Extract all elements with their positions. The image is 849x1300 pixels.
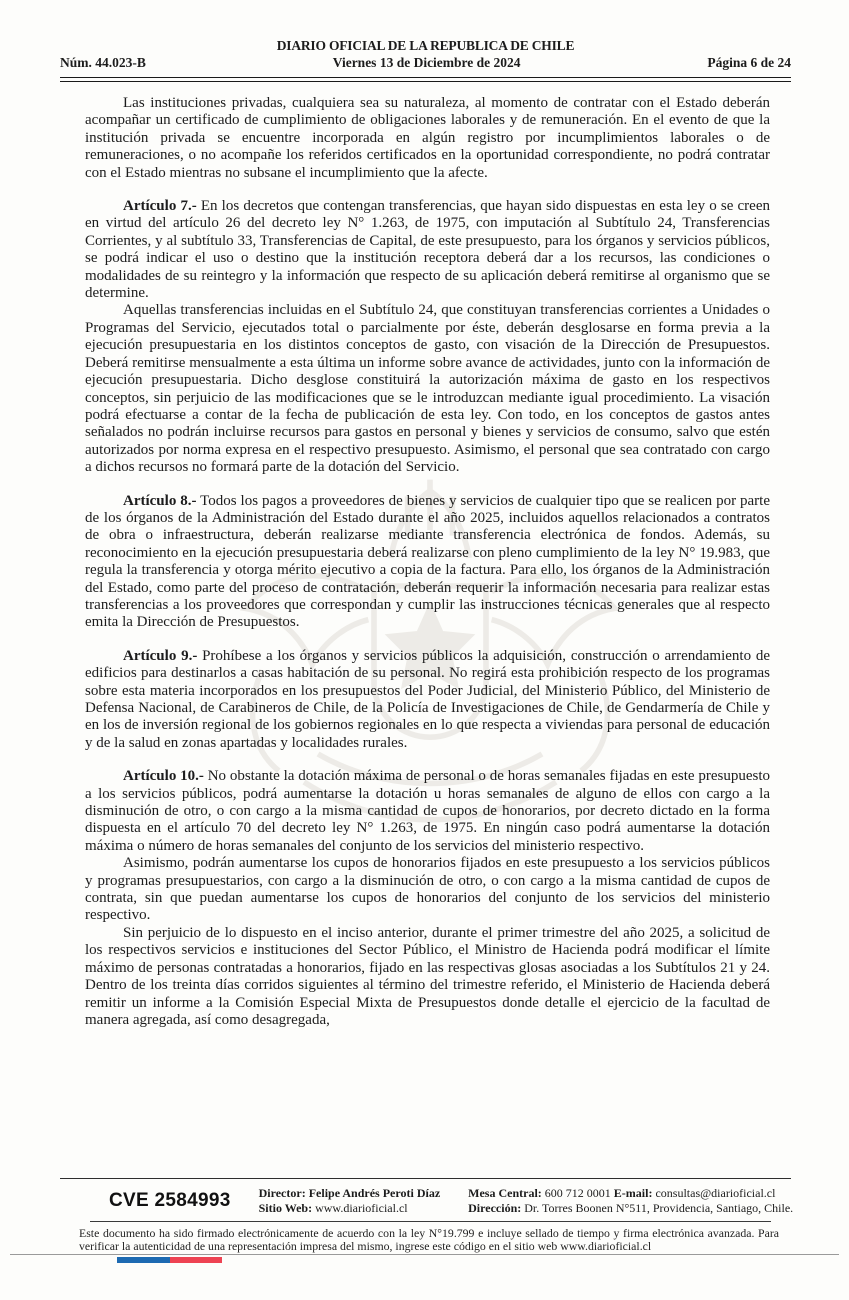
flag-red-segment	[170, 1257, 222, 1263]
article-7-lead: Artículo 7.-	[123, 198, 197, 215]
direccion-label: Dirección:	[468, 1200, 522, 1215]
contact-cell	[454, 1185, 807, 1216]
footer-bottom-rule	[10, 1254, 839, 1255]
article-10-inciso-2	[85, 855, 770, 925]
sitio-web-value: www.diarioficial.cl	[315, 1200, 408, 1215]
article-8-lead: Artículo 8.-	[123, 492, 197, 509]
paragraph-text: Todos los pagos a proveedores de bienes y servicios de cualquier tipo que se realicen por parte de los órganos de la Administración del Estado durante el año 2025, incluidos aquellos relacionados a contratos de obra o infraestructura, deberán realizarse mediante transferencia electrónica de fondos. Además, su reconocimiento en la ejecución presupuestaria deberá realizarse con pleno cumplimiento de la ley N° 19.983, que regula la transferencia y otorga mérito ejecutivo a copia de la factura. Para ello, los órganos de la Administración del Estado, como parte del proceso de contratación, deberán requerir la información necesaria para realizar estas transferencias a los proveedores que correspondan y cumplir las instrucciones técnicas generales que al respecto emita la Dirección de Presupuestos.	[85, 492, 770, 631]
article-9	[85, 648, 770, 752]
mesa-central-value: 600 712 0001	[544, 1186, 611, 1200]
footer-top-rule	[60, 1178, 791, 1179]
chile-flag-bar	[117, 1257, 222, 1263]
article-8	[85, 493, 770, 632]
mesa-central-label: Mesa Central:	[468, 1186, 542, 1200]
paragraph-continuation	[85, 95, 770, 182]
paragraph-text: Sin perjuicio de lo dispuesto en el inciso anterior, durante el primer trimestre del año 2025, a solicitud de los respectivos servicios e instituciones del Sector Público, el Ministro de Hacienda podrá modificar el límite máximo de personas contratadas a honorarios, fijado en las respectivas glosas asociadas a los Subtítulos 21 y 24. Dentro de los treinta días corridos siguientes al término del trimestre referido, el Ministerio de Hacienda deberá remitir un informe a la Comisión Especial Mixta de Presupuestos donde detalle el ejercicio de la facultad de manera agregada, así como desagregada,	[85, 924, 770, 1028]
email-label: E-mail:	[613, 1186, 653, 1200]
sitio-web-label: Sitio Web:	[258, 1200, 313, 1215]
publication-title: DIARIO OFICIAL DE LA REPUBLICA DE CHILE	[276, 38, 575, 53]
article-7	[85, 198, 770, 302]
email-value: consultas@diarioficial.cl	[655, 1186, 776, 1200]
article-10-inciso-3	[85, 925, 770, 1029]
header-row	[60, 55, 791, 71]
paragraph-text: Las instituciones privadas, cualquiera sea su naturaleza, al momento de contratar con el Estado deberán acompañar un certificado de cumplimiento de obligaciones laborales y de remuneración. En el evento de que la institución privada se encuentre incorporada en algún registro por incumplimientos laborales o de remuneraciones, o no acompañe los referidos certificados en la oportunidad correspondiente, no podrá contratar con el Estado mientras no subsane el incumplimiento que la afecte.	[85, 95, 770, 181]
cve-number: CVE 2584993	[109, 1189, 231, 1211]
flag-blue-segment	[117, 1257, 170, 1263]
issue-number: Núm. 44.023-B	[60, 55, 146, 70]
cve-info-box	[95, 1185, 794, 1216]
article-9-lead: Artículo 9.-	[123, 647, 198, 664]
document-body	[85, 95, 770, 1029]
article-7-inciso-2	[85, 302, 770, 476]
paragraph-text: En los decretos que contengan transferencias, que hayan sido dispuestas en esta ley o se creen en virtud del artículo 26 del decreto ley N° 1.263, de 1975, con imputación al Subtítulo 24, Transferencias Corrientes, y al subtítulo 33, Transferencias de Capital, de este presupuesto, para los órganos y servicios públicos, se podrá indicar el uso o destino que la institución receptora deberá dar a los recursos, las condiciones o modalidades de su reintegro y la información que respecto de su aplicación deberá remitirse al organismo que se determine.	[85, 198, 770, 302]
signature-disclaimer: Este documento ha sido firmado electrónicamente de acuerdo con la ley N°19.799 e incluye sellado de tiempo y firma electrónica avanzada. Para verificar la autenticidad de una representación impresa del mismo, ingrese este código en el sitio web www.diarioficial.cl	[79, 1226, 779, 1254]
paragraph-text: No obstante la dotación máxima de personal o de horas semanales fijadas en este presupuesto a los servicios públicos, podrá aumentarse la dotación u horas semanales de alguno de ellos con cargo a la disminución de otro, o con cargo a la misma cantidad de cupos de honorarios, por decreto dictado en la forma dispuesta en el artículo 70 del decreto ley N° 1.263, de 1975. En ningún caso podrá aumentarse la dotación máxima o número de horas semanales del conjunto de los servicios del ministerio respectivo.	[85, 768, 770, 854]
direccion-value: Dr. Torres Boonen N°511, Providencia, Santiago, Chile.	[524, 1200, 794, 1215]
header-double-rule	[60, 77, 791, 82]
paragraph-text: Prohíbese a los órganos y servicios públicos la adquisición, construcción o arrendamiento de edificios para destinarlos a casas habitación de su personal. No regirá esta prohibición respecto de los programas sobre esta materia incorporados en los presupuestos del Poder Judicial, del Ministerio Público, del Ministerio de Defensa Nacional, de Carabineros de Chile, de la Policía de Investigaciones de Chile, de Gendarmería de Chile y en los de inversión regional de los gobiernos regionales en lo que respecta a viviendas para personal de educación y de la salud en zonas apartadas y localidades rurales.	[85, 647, 771, 751]
page-indicator: Página 6 de 24	[707, 55, 791, 70]
article-10	[85, 768, 770, 855]
footer-mid-rule	[90, 1221, 771, 1222]
publication-date: Viernes 13 de Diciembre de 2024	[332, 55, 521, 70]
director-cell	[245, 1185, 455, 1216]
article-10-lead: Artículo 10.-	[123, 768, 204, 785]
director-value: Felipe Andrés Peroti Díaz	[308, 1186, 441, 1200]
director-label: Director:	[258, 1186, 306, 1200]
paragraph-text: Asimismo, podrán aumentarse los cupos de honorarios fijados en este presupuesto a los servicios públicos y programas presupuestarios, con cargo a la disminución de otro, o con cargo a la misma cantidad de cupos de contrata, sin que puedan aumentarse los cupos de honorarios del conjunto de los servicios del ministerio respectivo.	[85, 855, 770, 924]
paragraph-text: Aquellas transferencias incluidas en el Subtítulo 24, que constituyan transferencias corrientes a Unidades o Programas del Servicio, ejecutados total o parcialmente por éste, deberán desglosarse en forma previa a la ejecución presupuestaria en los distintos conceptos de gasto, con visación de la Dirección de Presupuestos. Deberá remitirse mensualmente a esta última un informe sobre avance de actividades, junto con la información de ejecución presupuestaria. Dicho desglose constituirá la autorización máxima de gasto en los respectivos conceptos, sin perjuicio de las modificaciones que se le introduzcan mediante igual procedimiento. La visación podrá efectuarse a contar de la fecha de publicación de esta ley. Con todo, en los conceptos de gastos antes señalados no podrán incluirse recursos para gastos en personal y bienes y servicios de consumo, salvo que estén autorizados por norma expresa en el respectivo presupuesto. Asimismo, el personal que sea contratado con cargo a dichos recursos no formará parte de la dotación del Servicio.	[85, 302, 770, 476]
